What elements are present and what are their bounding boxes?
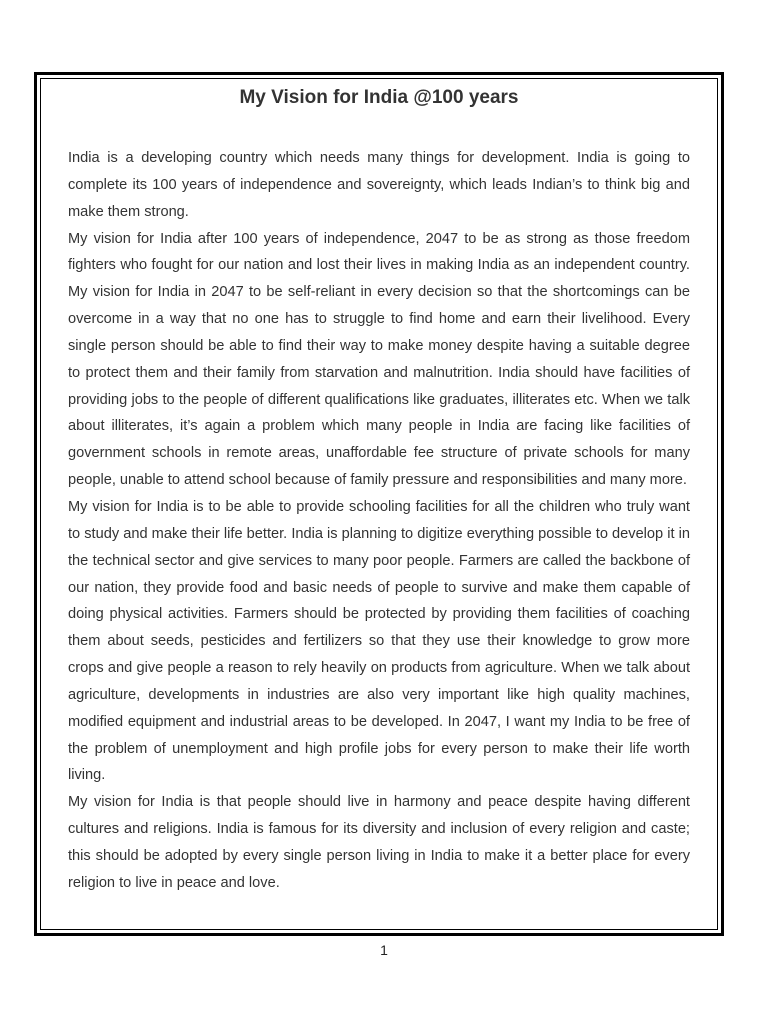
paragraph-2: My vision for India after 100 years of independence, 2047 to be as strong as those freedom fighters who fought for our nation and lost their lives in making India as an independent country. My vision for India in 2047 to be self-reliant in every decision so that the shortcomings can be overcome in a way that no one has to struggle to find home and earn their livelihood. Every single person should be able to find their way to make money despite having a suitable degree to protect them and their family from starvation and malnutrition. India should have facilities of providing jobs to the people of different qualifications like graduates, illiterates etc. When we talk about illiterates, it’s again a problem which many people in India are facing like facilities of government schools in remote areas, unaffordable fee structure of private schools for many people, unable to attend school because of family pressure and responsibilities and many more. [68,230,690,489]
paragraph-3: My vision for India is to be able to provide schooling facilities for all the children who truly want to study and make their life better. India is planning to digitize everything possible to develop it in the technical sector and give services to many poor people. Farmers are called the backbone of our nation, they provide food and basic needs of people to survive and make them capable of doing physical activities. Farmers should be protected by providing them facilities of coaching them about seeds, pesticides and fertilizers so that they use their knowledge to grow more crops and give people a reason to rely heavily on products from agriculture. When we talk about agriculture, developments in industries are also very important like high quality machines, modified equipment and industrial areas to be developed. In 2047, I want my India to be free of the problem of unemployment and high profile jobs for every person to make their life worth living. [68,498,690,784]
page-number: 1 [380,942,388,958]
document-body [68,145,690,897]
document-title: My Vision for India @100 years [239,87,519,108]
paragraph-1: India is a developing country which needs many things for development. India is going to complete its 100 years of independence and sovereignty, which leads Indian’s to think big and make them strong. [68,150,690,220]
paragraph-4: My vision for India is that people should live in harmony and peace despite having different cultures and religions. India is famous for its diversity and inclusion of every religion and caste; this should be adopted by every single person living in India to make it a better place for every religion to live in peace and love. [68,794,690,891]
page-border [34,72,724,936]
